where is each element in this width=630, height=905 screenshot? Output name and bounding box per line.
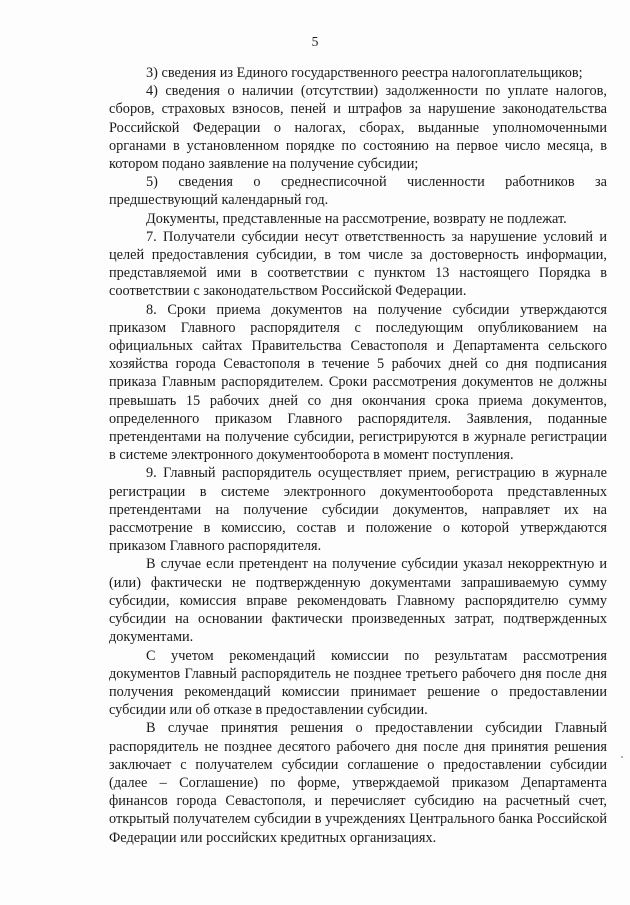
paragraph-item-5-headcount: 5) сведения о среднесписочной численности работников за предшествующий календарный год. xyxy=(109,174,607,209)
scan-speck xyxy=(621,756,623,758)
paragraph-documents-not-returned: Документы, представленные на рассмотрение, возврату не подлежат. xyxy=(146,210,567,227)
document-body xyxy=(109,64,607,847)
paragraph-clause-9: 9. Главный распорядитель осуществляет прием, регистрацию в журнале регистрации в системе электронного документооборота представленных претендентами на получение субсидии документов, направляет их на рассмотрение в комиссию, состав и положение о которой утверждаются приказом Главного распорядителя. xyxy=(109,465,607,555)
paragraph-subsidy-agreement: В случае принятия решения о предоставлении субсидии Главный распорядитель не позднее десятого рабочего дня после дня принятия решения заключает с получателем субсидии соглашение о предоставлении субсидии (далее – Соглашение) по форме, утверждаемой приказом Департамента финансов города Севастополя, и перечисляет субсидию на расчетный счет, открытый получателем субсидии в учреждениях Центрального банка Российской Федерации или российских кредитных организациях. xyxy=(109,720,607,846)
paragraph-clause-8: 8. Сроки приема документов на получение субсидии утверждаются приказом Главного распорядителя с последующим опубликованием на официальных сайтах Правительства Севастополя и Департамента сельского хозяйства города Севастополя в течение 5 рабочих дней со дня подписания приказа Главным распорядителем. Сроки рассмотрения документов не должны превышать 15 рабочих дней со дня окончания срока приема документов, определенного приказом Главного распорядителя. Заявления, поданные претендентами на получение субсидии, регистрируются в журнале регистрации в системе электронного документооборота в момент поступления. xyxy=(109,301,607,464)
paragraph-item-4-tax-debt: 4) сведения о наличии (отсутствии) задолженности по уплате налогов, сборов, страховых взносов, пеней и штрафов за нарушение законодательства Российской Федерации о налогах, сборах, выданные уполномоченными органами в установленном порядке по состоянию на первое число месяца, в котором подано заявление на получение субсидии; xyxy=(109,83,607,173)
paragraph-commission-recommendations: С учетом рекомендаций комиссии по результатам рассмотрения документов Главный распорядитель не позднее третьего рабочего дня после дня получения рекомендаций комиссии принимает решение о предоставлении субсидии или об отказе в предоставлении субсидии. xyxy=(109,647,607,719)
page-number: 5 xyxy=(311,34,319,49)
paragraph-clause-7: 7. Получатели субсидии несут ответственность за нарушение условий и целей предоставления субсидии, в том числе за достоверность информации, представляемой ими в соответствии с пунктом 13 настоящего Порядка в соответствии с законодательством Российской Федерации. xyxy=(109,228,607,300)
paragraph-incorrect-amount: В случае если претендент на получение субсидии указал некорректную и (или) фактически не подтвержденную документами запрашиваемую сумму субсидии, комиссия вправе рекомендовать Главному распорядителю сумму субсидии на основании фактически произведенных затрат, подтвержденных документами. xyxy=(109,556,607,646)
paragraph-item-3-egrn: 3) сведения из Единого государственного реестра налогоплательщиков; xyxy=(146,65,583,81)
